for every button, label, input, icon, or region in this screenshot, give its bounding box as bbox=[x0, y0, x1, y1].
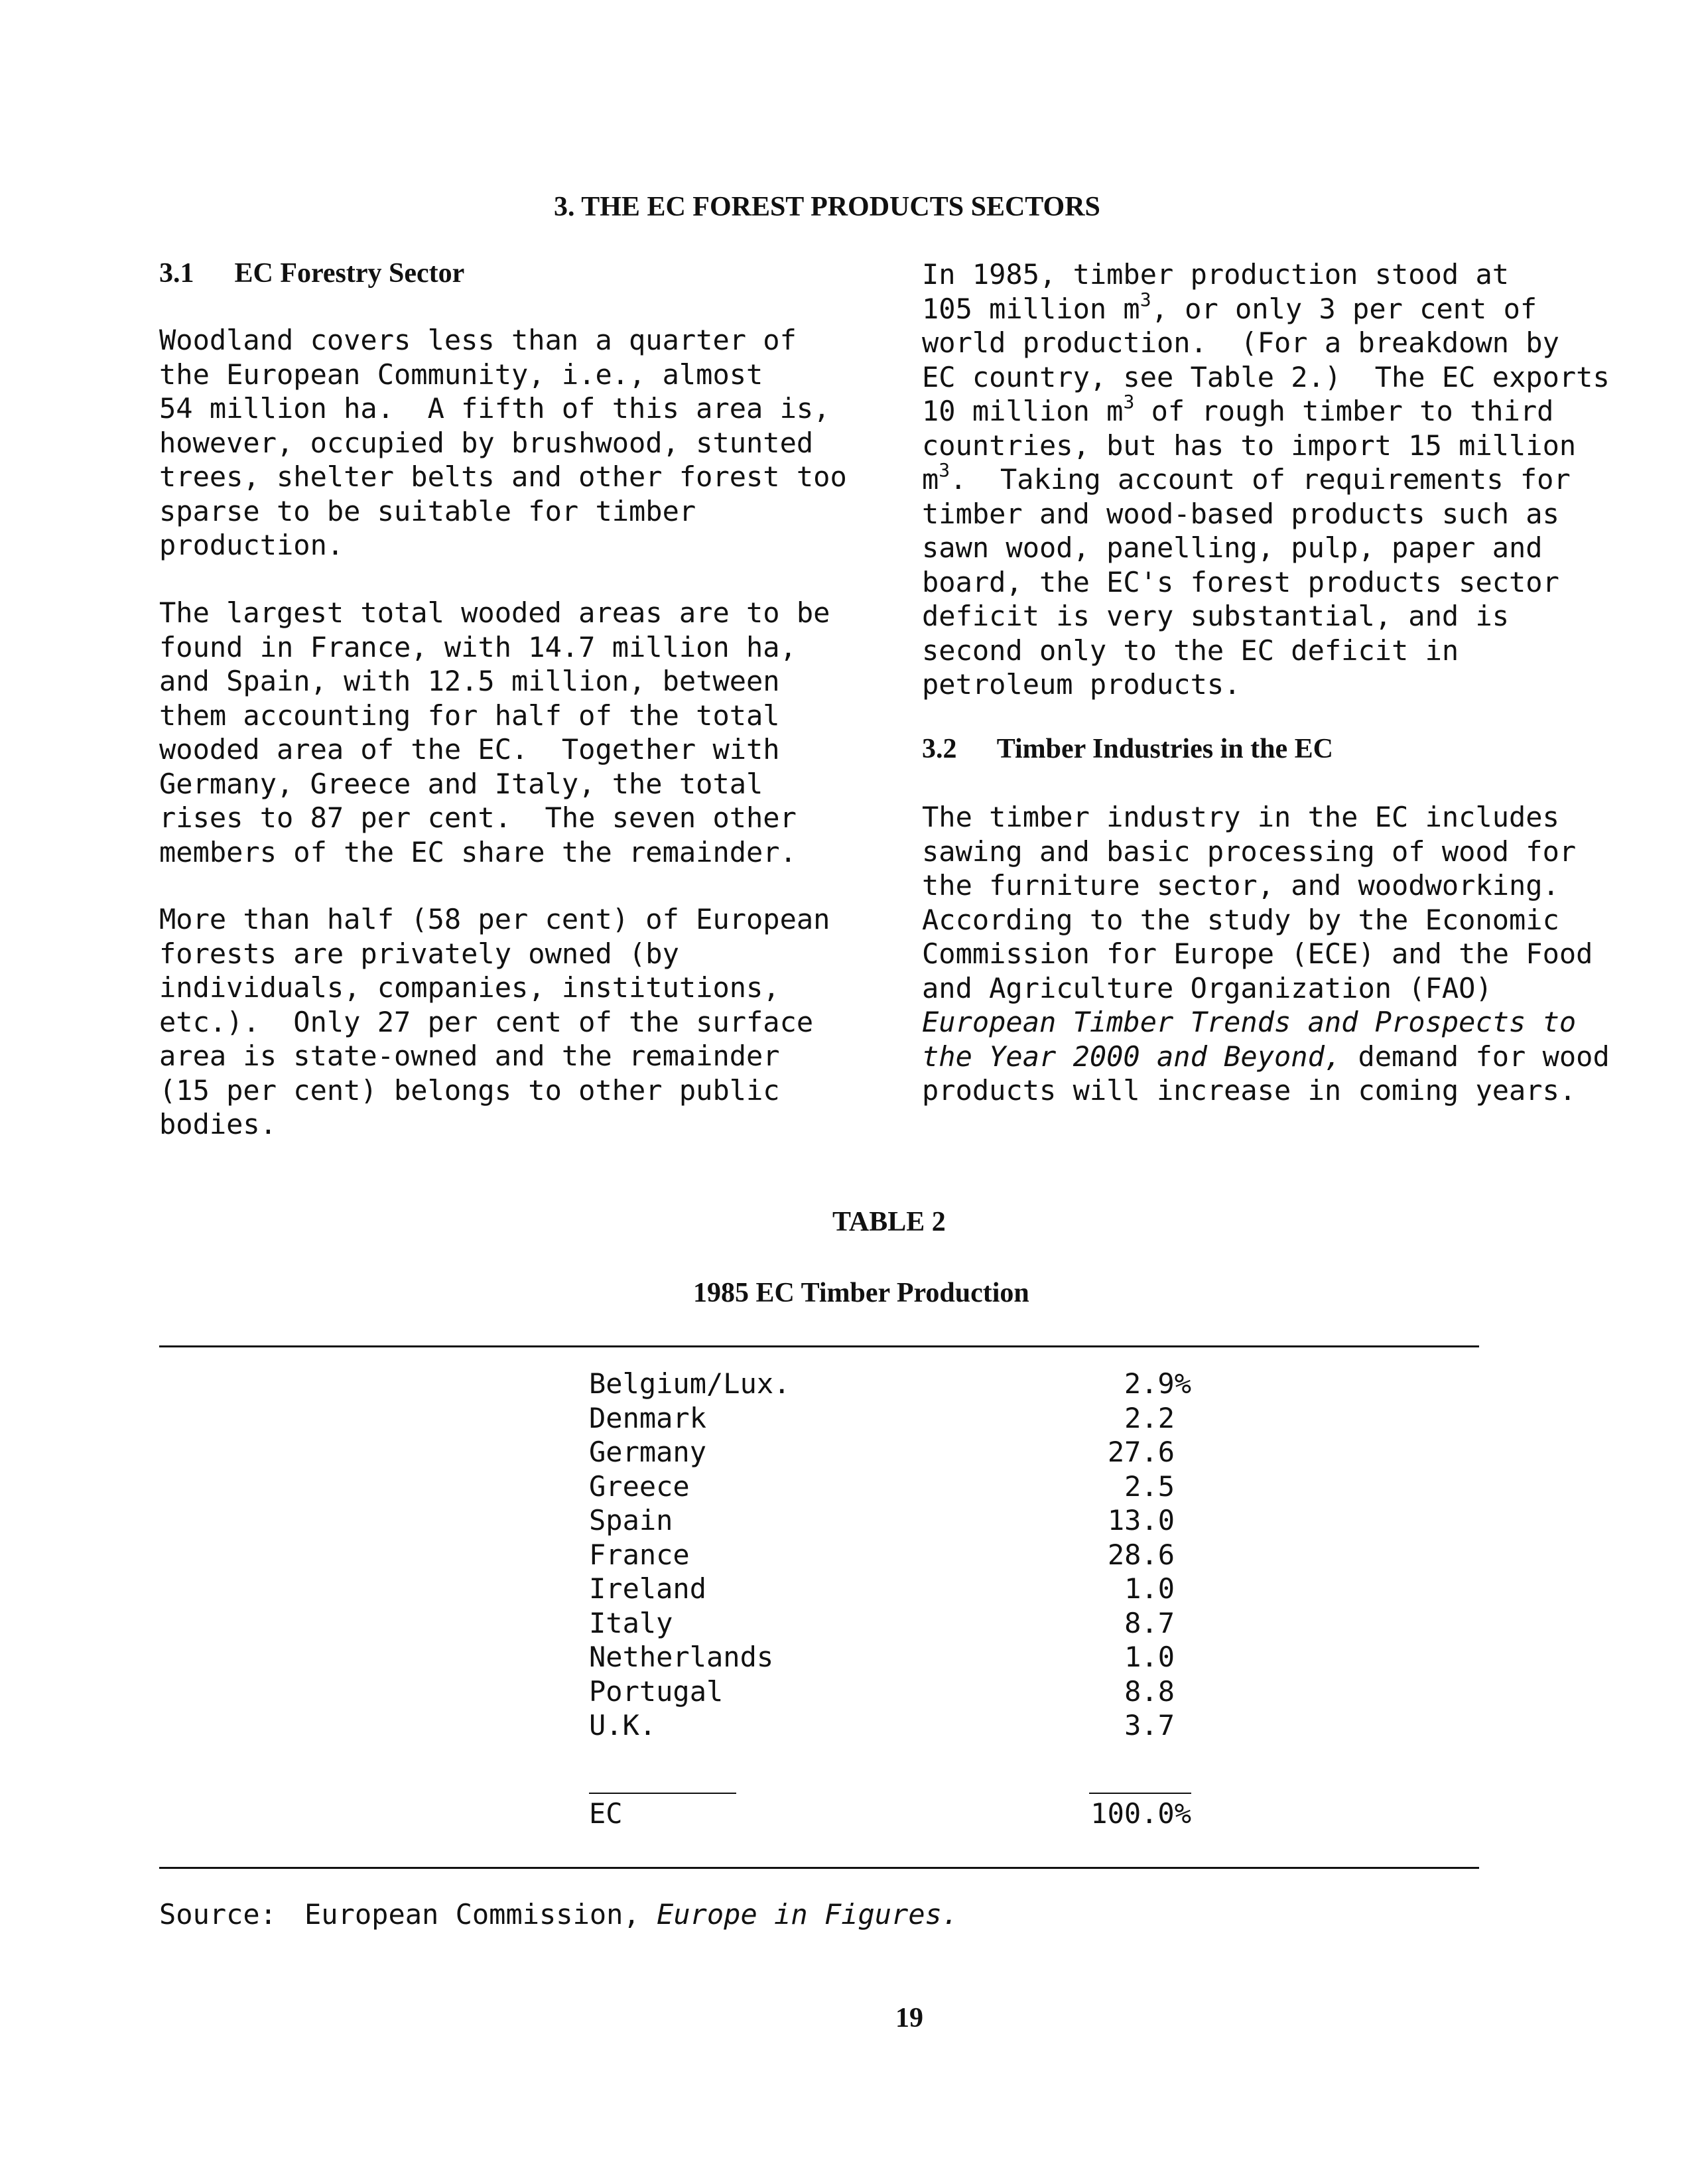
total-rule-value bbox=[1089, 1793, 1191, 1794]
text-line: and Spain, with 12.5 million, between bbox=[159, 665, 780, 697]
section-3-2-heading bbox=[922, 733, 1333, 765]
text-line: deficit is very substantial, and is bbox=[922, 600, 1510, 632]
source-title: Europe in Figures. bbox=[657, 1898, 959, 1931]
table-row-value: 28.6 bbox=[1107, 1538, 1175, 1571]
text-line: the Year 2000 and Beyond, demand for wood bbox=[922, 1040, 1610, 1073]
table-row-value: 1.0 bbox=[1124, 1641, 1175, 1673]
left-paragraph-3 bbox=[159, 902, 830, 1142]
text-line: rises to 87 per cent. The seven other bbox=[159, 801, 797, 834]
table-row-value: 8.8 bbox=[1124, 1674, 1175, 1708]
table-label: TABLE 2 bbox=[832, 1207, 946, 1237]
text-line: the European Community, i.e., almost bbox=[159, 358, 763, 391]
table-row-country: Italy bbox=[589, 1606, 673, 1639]
table-row-value: 2.5 bbox=[1124, 1469, 1175, 1503]
text-line: forests are privately owned (by bbox=[159, 937, 679, 970]
table-row-country: Ireland bbox=[589, 1572, 707, 1605]
text-line: EC country, see Table 2.) The EC exports bbox=[922, 360, 1610, 393]
section-title: 3. THE EC FOREST PRODUCTS SECTORS bbox=[554, 192, 1100, 222]
text-line: area is state-owned and the remainder bbox=[159, 1040, 780, 1072]
table-title: 1985 EC Timber Production bbox=[693, 1278, 1029, 1308]
text-line: etc.). Only 27 per cent of the surface bbox=[159, 1005, 814, 1038]
text-line: wooded area of the EC. Together with bbox=[159, 733, 780, 766]
text-line: 54 million ha. A fifth of this area is, bbox=[159, 392, 830, 425]
table-row-value: 27.6 bbox=[1107, 1436, 1175, 1468]
table-top-rule bbox=[159, 1345, 1479, 1347]
table-row-country: Netherlands bbox=[589, 1641, 774, 1673]
table-row-country: Greece bbox=[589, 1469, 690, 1503]
right-paragraph-1 bbox=[922, 257, 1610, 702]
text-line: world production. (For a breakdown by bbox=[922, 326, 1559, 359]
text-line: (15 per cent) belongs to other public bbox=[159, 1073, 780, 1107]
text-line: however, occupied by brushwood, stunted bbox=[159, 426, 814, 459]
table-row-country: Portugal bbox=[589, 1674, 724, 1708]
text-line: board, the EC's forest products sector bbox=[922, 565, 1559, 598]
text-line: found in France, with 14.7 million ha, bbox=[159, 630, 797, 663]
left-paragraph-2 bbox=[159, 596, 830, 869]
table-row-country: Germany bbox=[589, 1436, 707, 1468]
text-line: petroleum products. bbox=[922, 668, 1241, 701]
text-line: According to the study by the Economic bbox=[922, 903, 1559, 936]
text-line: sawn wood, panelling, pulp, paper and bbox=[922, 531, 1543, 564]
source-label: Source: bbox=[159, 1898, 277, 1931]
text-line: individuals, companies, institutions, bbox=[159, 971, 780, 1004]
page-number: 19 bbox=[895, 2003, 923, 2033]
text-line: More than half (58 per cent) of European bbox=[159, 903, 830, 935]
total-rule-country bbox=[589, 1793, 736, 1794]
text-line: European Timber Trends and Prospects to bbox=[922, 1006, 1577, 1038]
table-row-value: 3.7 bbox=[1124, 1709, 1175, 1741]
heading-number: 3.2 bbox=[922, 734, 957, 764]
text-line: The largest total wooded areas are to be bbox=[159, 596, 830, 629]
text-line: bodies. bbox=[159, 1108, 277, 1140]
text-line: Commission for Europe (ECE) and the Food bbox=[922, 937, 1593, 970]
text-line: sawing and basic processing of wood for bbox=[922, 835, 1577, 868]
right-paragraph-2 bbox=[922, 800, 1610, 1108]
table-row-value: 8.7 bbox=[1124, 1606, 1175, 1639]
source-note bbox=[159, 1898, 958, 1931]
left-paragraph-1 bbox=[159, 323, 847, 563]
text-line: second only to the EC deficit in bbox=[922, 634, 1459, 667]
text-line: $m^3$. Taking account of requirements for bbox=[922, 459, 1571, 496]
text-line: Woodland covers less than a quarter of bbox=[159, 324, 797, 356]
table-row-value: 1.0 bbox=[1124, 1572, 1175, 1605]
text-line: and Agriculture Organization (FAO) bbox=[922, 971, 1492, 1004]
table-row-country: France bbox=[589, 1538, 690, 1571]
text-line: the furniture sector, and woodworking. bbox=[922, 869, 1559, 902]
table-row-country: Spain bbox=[589, 1504, 673, 1536]
heading-text: Timber Industries in the EC bbox=[996, 734, 1333, 764]
text-line: 105 million $m^3$, or only 3 per cent of bbox=[922, 288, 1537, 325]
table-row-country: U.K. bbox=[589, 1709, 657, 1741]
table-row-country: Belgium/Lux. bbox=[589, 1367, 791, 1400]
text-line: countries, but has to import 15 million bbox=[922, 429, 1577, 462]
text-line: The timber industry in the EC includes bbox=[922, 801, 1559, 833]
table-bottom-rule bbox=[159, 1867, 1479, 1869]
text-line: members of the EC share the remainder. bbox=[159, 835, 797, 868]
table-row-value: 13.0 bbox=[1107, 1504, 1175, 1536]
source-text: European Commission, bbox=[304, 1898, 657, 1931]
table-row-value: 2.9% bbox=[1124, 1367, 1191, 1400]
total-value: 100.0% bbox=[1090, 1797, 1191, 1830]
text-line: sparse to be suitable for timber bbox=[159, 494, 696, 527]
text-line: them accounting for half of the total bbox=[159, 699, 780, 732]
heading-number: 3.1 bbox=[159, 258, 194, 289]
table-row-country: Denmark bbox=[589, 1401, 707, 1434]
text-line: Germany, Greece and Italy, the total bbox=[159, 767, 763, 800]
table-row-value: 2.2 bbox=[1124, 1401, 1175, 1434]
text-line: production. bbox=[159, 529, 344, 561]
text-line: timber and wood-based products such as bbox=[922, 497, 1559, 530]
heading-text: EC Forestry Sector bbox=[234, 258, 465, 289]
text-line: 10 million $m^3$ of rough timber to third bbox=[922, 391, 1554, 427]
section-3-1-heading bbox=[159, 257, 464, 289]
text-line: trees, shelter belts and other forest too bbox=[159, 460, 847, 493]
total-label: EC bbox=[589, 1797, 623, 1830]
text-line: In 1985, timber production stood at bbox=[922, 258, 1510, 291]
text-line: products will increase in coming years. bbox=[922, 1074, 1577, 1107]
